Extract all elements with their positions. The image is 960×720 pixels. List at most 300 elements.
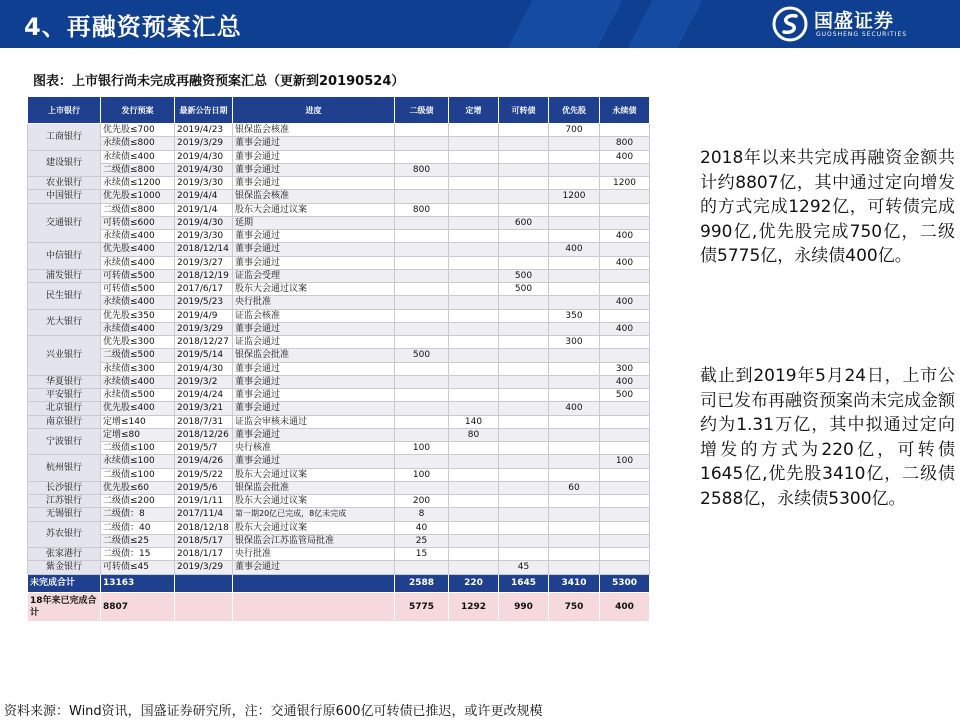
table-row bbox=[28, 402, 650, 415]
bank-name-cell: 浦发银行 bbox=[28, 269, 101, 282]
preferred-cell bbox=[549, 230, 600, 243]
date-cell: 2018/1/17 bbox=[175, 548, 233, 561]
private-placement-cell bbox=[449, 495, 499, 508]
empty-cell bbox=[175, 592, 233, 621]
table-row bbox=[28, 309, 650, 322]
perpetual-cell bbox=[600, 243, 650, 256]
bank-name-cell: 华夏银行 bbox=[28, 375, 101, 388]
plan-cell: 优先股≤700 bbox=[101, 124, 175, 137]
preferred-cell: 60 bbox=[549, 481, 600, 494]
date-cell: 2019/4/23 bbox=[175, 124, 233, 137]
convertible-cell bbox=[499, 163, 549, 176]
private-placement-cell bbox=[449, 296, 499, 309]
total-preferred: 750 bbox=[549, 592, 600, 621]
perpetual-cell bbox=[600, 415, 650, 428]
preferred-cell bbox=[549, 389, 600, 402]
sub-debt-cell bbox=[395, 428, 449, 441]
date-cell: 2017/6/17 bbox=[175, 283, 233, 296]
table-row bbox=[28, 216, 650, 229]
convertible-cell bbox=[499, 256, 549, 269]
convertible-cell bbox=[499, 534, 549, 547]
perpetual-cell: 800 bbox=[600, 137, 650, 150]
date-cell: 2019/4/26 bbox=[175, 455, 233, 468]
preferred-cell bbox=[549, 375, 600, 388]
brand-logo bbox=[772, 6, 952, 42]
plan-cell: 二级债：40 bbox=[101, 521, 175, 534]
date-cell: 2019/4/30 bbox=[175, 216, 233, 229]
table-row bbox=[28, 495, 650, 508]
table-row bbox=[28, 415, 650, 428]
plan-cell: 二级债≤100 bbox=[101, 442, 175, 455]
progress-cell: 银保监会核准 bbox=[233, 124, 395, 137]
total-amount: 13163 bbox=[101, 574, 175, 592]
plan-cell: 可转债≤45 bbox=[101, 561, 175, 574]
sub-debt-cell bbox=[395, 455, 449, 468]
progress-cell: 股东大会通过议案 bbox=[233, 521, 395, 534]
sub-debt-cell bbox=[395, 243, 449, 256]
sub-debt-cell bbox=[395, 177, 449, 190]
convertible-cell bbox=[499, 177, 549, 190]
date-cell: 2019/4/30 bbox=[175, 163, 233, 176]
sub-debt-cell: 15 bbox=[395, 548, 449, 561]
sub-debt-cell bbox=[395, 481, 449, 494]
private-placement-cell bbox=[449, 243, 499, 256]
convertible-cell bbox=[499, 481, 549, 494]
perpetual-cell bbox=[600, 124, 650, 137]
bank-name-cell: 民生银行 bbox=[28, 283, 101, 310]
convertible-cell bbox=[499, 150, 549, 163]
total-convertible: 1645 bbox=[499, 574, 549, 592]
sub-debt-cell: 40 bbox=[395, 521, 449, 534]
plan-cell: 定增≤140 bbox=[101, 415, 175, 428]
col-header-private-placement: 定增 bbox=[449, 97, 499, 124]
preferred-cell: 1200 bbox=[549, 190, 600, 203]
sub-debt-cell bbox=[395, 309, 449, 322]
summary-paragraph-pending: 截止到2019年5月24日，上市公司已发布再融资预案尚未完成金额约为1.31万亿，其中拟通过定向增发的方式为220亿，可转债1645亿,优先股3410亿，二级债2588亿，永续债5300亿。 bbox=[700, 366, 955, 509]
preferred-cell bbox=[549, 163, 600, 176]
perpetual-cell: 100 bbox=[600, 455, 650, 468]
date-cell: 2019/4/9 bbox=[175, 309, 233, 322]
preferred-cell bbox=[549, 508, 600, 521]
convertible-cell bbox=[499, 389, 549, 402]
date-cell: 2019/3/29 bbox=[175, 322, 233, 335]
preferred-cell bbox=[549, 349, 600, 362]
private-placement-cell bbox=[449, 455, 499, 468]
table-row bbox=[28, 561, 650, 574]
sub-debt-cell: 100 bbox=[395, 468, 449, 481]
date-cell: 2019/5/14 bbox=[175, 349, 233, 362]
perpetual-cell: 400 bbox=[600, 322, 650, 335]
sub-debt-cell bbox=[395, 375, 449, 388]
progress-cell: 银保监会核准 bbox=[233, 190, 395, 203]
col-header-plan: 发行预案 bbox=[101, 97, 175, 124]
convertible-cell bbox=[499, 495, 549, 508]
sub-debt-cell: 500 bbox=[395, 349, 449, 362]
plan-cell: 二级债≤500 bbox=[101, 349, 175, 362]
bank-name-cell: 宁波银行 bbox=[28, 428, 101, 455]
table-row bbox=[28, 349, 650, 362]
private-placement-cell bbox=[449, 309, 499, 322]
private-placement-cell bbox=[449, 468, 499, 481]
plan-cell: 二级债≤25 bbox=[101, 534, 175, 547]
plan-cell: 二级债：8 bbox=[101, 508, 175, 521]
perpetual-cell bbox=[600, 495, 650, 508]
bank-name-cell: 农业银行 bbox=[28, 177, 101, 190]
plan-cell: 优先股≤400 bbox=[101, 243, 175, 256]
plan-cell: 永续债≤400 bbox=[101, 296, 175, 309]
sub-debt-cell bbox=[395, 190, 449, 203]
perpetual-cell bbox=[600, 534, 650, 547]
date-cell: 2018/12/19 bbox=[175, 269, 233, 282]
progress-cell: 银保监会江苏监管局批准 bbox=[233, 534, 395, 547]
table-row bbox=[28, 508, 650, 521]
table-row bbox=[28, 243, 650, 256]
date-cell: 2019/3/30 bbox=[175, 230, 233, 243]
bank-name-cell: 工商银行 bbox=[28, 124, 101, 151]
progress-cell: 董事会通过 bbox=[233, 428, 395, 441]
table-row bbox=[28, 137, 650, 150]
date-cell: 2019/5/23 bbox=[175, 296, 233, 309]
perpetual-cell bbox=[600, 442, 650, 455]
refinancing-table bbox=[27, 96, 650, 622]
progress-cell: 董事会通过 bbox=[233, 243, 395, 256]
plan-cell: 永续债≤400 bbox=[101, 375, 175, 388]
perpetual-cell: 400 bbox=[600, 296, 650, 309]
preferred-cell bbox=[549, 442, 600, 455]
private-placement-cell bbox=[449, 402, 499, 415]
plan-cell: 二级债≤800 bbox=[101, 163, 175, 176]
private-placement-cell bbox=[449, 548, 499, 561]
sub-debt-cell bbox=[395, 216, 449, 229]
progress-cell: 证监会受理 bbox=[233, 269, 395, 282]
total-private-placement: 1292 bbox=[449, 592, 499, 621]
progress-cell: 股东大会通过议案 bbox=[233, 468, 395, 481]
convertible-cell bbox=[499, 137, 549, 150]
perpetual-cell: 500 bbox=[600, 389, 650, 402]
date-cell: 2019/4/24 bbox=[175, 389, 233, 402]
private-placement-cell bbox=[449, 150, 499, 163]
perpetual-cell: 400 bbox=[600, 375, 650, 388]
progress-cell: 银保监会批准 bbox=[233, 481, 395, 494]
date-cell: 2019/3/29 bbox=[175, 137, 233, 150]
sub-debt-cell bbox=[395, 256, 449, 269]
plan-cell: 永续债≤400 bbox=[101, 256, 175, 269]
table-header-row bbox=[28, 97, 650, 124]
preferred-cell bbox=[549, 362, 600, 375]
private-placement-cell bbox=[449, 124, 499, 137]
progress-cell: 银保监会批准 bbox=[233, 349, 395, 362]
progress-cell: 董事会通过 bbox=[233, 150, 395, 163]
table-row bbox=[28, 428, 650, 441]
progress-cell: 董事会通过 bbox=[233, 561, 395, 574]
table-row bbox=[28, 177, 650, 190]
private-placement-cell bbox=[449, 256, 499, 269]
date-cell: 2019/5/22 bbox=[175, 468, 233, 481]
sub-debt-cell: 800 bbox=[395, 163, 449, 176]
plan-cell: 永续债≤500 bbox=[101, 389, 175, 402]
perpetual-cell bbox=[600, 349, 650, 362]
convertible-cell: 500 bbox=[499, 283, 549, 296]
preferred-cell: 400 bbox=[549, 243, 600, 256]
perpetual-cell bbox=[600, 203, 650, 216]
sub-debt-cell bbox=[395, 322, 449, 335]
plan-cell: 二级债≤200 bbox=[101, 495, 175, 508]
date-cell: 2019/3/21 bbox=[175, 402, 233, 415]
sub-debt-cell bbox=[395, 137, 449, 150]
table-row bbox=[28, 163, 650, 176]
private-placement-cell bbox=[449, 230, 499, 243]
convertible-cell bbox=[499, 415, 549, 428]
sub-debt-cell bbox=[395, 283, 449, 296]
progress-cell: 董事会通过 bbox=[233, 402, 395, 415]
preferred-cell bbox=[549, 283, 600, 296]
header-stripe bbox=[507, 0, 623, 48]
plan-cell: 永续债≤800 bbox=[101, 137, 175, 150]
header-stripe bbox=[627, 0, 703, 48]
brand-name: 国盛证券 bbox=[814, 10, 895, 32]
table-row bbox=[28, 190, 650, 203]
col-header-sub-debt: 二级债 bbox=[395, 97, 449, 124]
progress-cell: 股东大会通过议案 bbox=[233, 495, 395, 508]
refinancing-table-container bbox=[27, 96, 649, 622]
sub-debt-cell: 8 bbox=[395, 508, 449, 521]
progress-cell: 央行批准 bbox=[233, 548, 395, 561]
plan-cell: 永续债≤400 bbox=[101, 230, 175, 243]
bank-name-cell: 中信银行 bbox=[28, 243, 101, 270]
private-placement-cell bbox=[449, 389, 499, 402]
total-preferred: 3410 bbox=[549, 574, 600, 592]
plan-cell: 永续债≤100 bbox=[101, 455, 175, 468]
table-row bbox=[28, 203, 650, 216]
date-cell: 2019/3/27 bbox=[175, 256, 233, 269]
col-header-convertible: 可转债 bbox=[499, 97, 549, 124]
plan-cell: 优先股≤60 bbox=[101, 481, 175, 494]
date-cell: 2018/7/31 bbox=[175, 415, 233, 428]
private-placement-cell bbox=[449, 508, 499, 521]
total-perpetual: 400 bbox=[600, 592, 650, 621]
table-row bbox=[28, 322, 650, 335]
progress-cell: 董事会通过 bbox=[233, 455, 395, 468]
preferred-cell: 350 bbox=[549, 309, 600, 322]
table-row bbox=[28, 283, 650, 296]
convertible-cell bbox=[499, 428, 549, 441]
perpetual-cell: 400 bbox=[600, 230, 650, 243]
preferred-cell: 400 bbox=[549, 402, 600, 415]
brand-name-en: GUOSHENG SECURITIES bbox=[816, 31, 908, 38]
progress-cell: 董事会通过 bbox=[233, 322, 395, 335]
convertible-cell bbox=[499, 375, 549, 388]
sub-debt-cell bbox=[395, 150, 449, 163]
preferred-cell bbox=[549, 203, 600, 216]
progress-cell: 央行批准 bbox=[233, 296, 395, 309]
progress-cell: 证监会审核未通过 bbox=[233, 415, 395, 428]
table-row bbox=[28, 362, 650, 375]
table-row bbox=[28, 296, 650, 309]
sub-debt-cell bbox=[395, 124, 449, 137]
plan-cell: 可转债≤500 bbox=[101, 269, 175, 282]
private-placement-cell bbox=[449, 349, 499, 362]
col-header-bank: 上市银行 bbox=[28, 97, 101, 124]
perpetual-cell bbox=[600, 561, 650, 574]
convertible-cell bbox=[499, 455, 549, 468]
perpetual-cell: 300 bbox=[600, 362, 650, 375]
perpetual-cell bbox=[600, 508, 650, 521]
convertible-cell bbox=[499, 230, 549, 243]
preferred-cell: 300 bbox=[549, 336, 600, 349]
progress-cell: 第一期20亿已完成，8亿未完成 bbox=[233, 508, 395, 521]
bank-name-cell: 江苏银行 bbox=[28, 495, 101, 508]
total-unfinished-row bbox=[28, 574, 650, 592]
preferred-cell bbox=[549, 468, 600, 481]
convertible-cell bbox=[499, 548, 549, 561]
convertible-cell bbox=[499, 336, 549, 349]
table-row bbox=[28, 455, 650, 468]
convertible-cell bbox=[499, 190, 549, 203]
preferred-cell bbox=[549, 495, 600, 508]
perpetual-cell bbox=[600, 269, 650, 282]
date-cell: 2019/5/6 bbox=[175, 481, 233, 494]
total-convertible: 990 bbox=[499, 592, 549, 621]
private-placement-cell bbox=[449, 283, 499, 296]
sub-debt-cell bbox=[395, 389, 449, 402]
total-sub-debt: 5775 bbox=[395, 592, 449, 621]
plan-cell: 定增≤80 bbox=[101, 428, 175, 441]
bank-name-cell: 北京银行 bbox=[28, 402, 101, 415]
empty-cell bbox=[175, 574, 233, 592]
col-header-perpetual: 永续债 bbox=[600, 97, 650, 124]
bank-name-cell: 光大银行 bbox=[28, 309, 101, 336]
private-placement-cell bbox=[449, 203, 499, 216]
table-row bbox=[28, 256, 650, 269]
perpetual-cell bbox=[600, 468, 650, 481]
sub-debt-cell: 200 bbox=[395, 495, 449, 508]
plan-cell: 二级债：15 bbox=[101, 548, 175, 561]
private-placement-cell bbox=[449, 442, 499, 455]
date-cell: 2018/5/17 bbox=[175, 534, 233, 547]
progress-cell: 董事会通过 bbox=[233, 389, 395, 402]
preferred-cell bbox=[549, 256, 600, 269]
plan-cell: 永续债≤300 bbox=[101, 362, 175, 375]
preferred-cell bbox=[549, 428, 600, 441]
convertible-cell bbox=[499, 508, 549, 521]
plan-cell: 优先股≤1000 bbox=[101, 190, 175, 203]
bank-name-cell: 中国银行 bbox=[28, 190, 101, 203]
convertible-cell bbox=[499, 362, 549, 375]
perpetual-cell bbox=[600, 402, 650, 415]
preferred-cell bbox=[549, 137, 600, 150]
plan-cell: 二级债≤100 bbox=[101, 468, 175, 481]
plan-cell: 永续债≤1200 bbox=[101, 177, 175, 190]
preferred-cell bbox=[549, 216, 600, 229]
preferred-cell bbox=[549, 534, 600, 547]
convertible-cell bbox=[499, 322, 549, 335]
table-row bbox=[28, 548, 650, 561]
summary-paragraph-completed: 2018年以来共完成再融资金额共计约8807亿，其中通过定向增发的方式完成1292亿，可转债完成990亿,优先股完成750亿，二级债5775亿，永续债400亿。 bbox=[700, 148, 955, 266]
perpetual-cell bbox=[600, 481, 650, 494]
progress-cell: 董事会通过 bbox=[233, 362, 395, 375]
private-placement-cell bbox=[449, 375, 499, 388]
date-cell: 2019/3/29 bbox=[175, 561, 233, 574]
bank-name-cell: 紫金银行 bbox=[28, 561, 101, 574]
total-amount: 8807 bbox=[101, 592, 175, 621]
table-row bbox=[28, 481, 650, 494]
sub-debt-cell bbox=[395, 296, 449, 309]
preferred-cell bbox=[549, 177, 600, 190]
progress-cell: 股东大会通过议案 bbox=[233, 283, 395, 296]
table-row bbox=[28, 336, 650, 349]
preferred-cell bbox=[549, 561, 600, 574]
perpetual-cell bbox=[600, 548, 650, 561]
perpetual-cell bbox=[600, 163, 650, 176]
sub-debt-cell: 25 bbox=[395, 534, 449, 547]
preferred-cell bbox=[549, 296, 600, 309]
convertible-cell bbox=[499, 309, 549, 322]
private-placement-cell bbox=[449, 534, 499, 547]
convertible-cell bbox=[499, 349, 549, 362]
date-cell: 2019/4/30 bbox=[175, 362, 233, 375]
date-cell: 2019/1/11 bbox=[175, 495, 233, 508]
figure-caption: 图表：上市银行尚未完成再融资预案汇总（更新到20190524） bbox=[33, 74, 405, 89]
bank-name-cell: 交通银行 bbox=[28, 203, 101, 243]
header-bar bbox=[0, 0, 960, 48]
sub-debt-cell bbox=[395, 362, 449, 375]
preferred-cell bbox=[549, 548, 600, 561]
perpetual-cell bbox=[600, 336, 650, 349]
bank-name-cell: 南京银行 bbox=[28, 415, 101, 428]
page-title: 4、再融资预案汇总 bbox=[24, 13, 242, 41]
private-placement-cell bbox=[449, 322, 499, 335]
date-cell: 2018/12/27 bbox=[175, 336, 233, 349]
sub-debt-cell: 100 bbox=[395, 442, 449, 455]
empty-cell bbox=[233, 574, 395, 592]
progress-cell: 董事会通过 bbox=[233, 137, 395, 150]
convertible-cell: 600 bbox=[499, 216, 549, 229]
sub-debt-cell bbox=[395, 415, 449, 428]
total-label: 未完成合计 bbox=[28, 574, 101, 592]
col-header-date: 最新公告日期 bbox=[175, 97, 233, 124]
perpetual-cell bbox=[600, 283, 650, 296]
private-placement-cell bbox=[449, 362, 499, 375]
progress-cell: 董事会通过 bbox=[233, 163, 395, 176]
sub-debt-cell bbox=[395, 336, 449, 349]
private-placement-cell bbox=[449, 269, 499, 282]
plan-cell: 优先股≤350 bbox=[101, 309, 175, 322]
progress-cell: 董事会通过 bbox=[233, 230, 395, 243]
progress-cell: 证监会通过 bbox=[233, 336, 395, 349]
preferred-cell bbox=[549, 415, 600, 428]
convertible-cell bbox=[499, 521, 549, 534]
perpetual-cell bbox=[600, 521, 650, 534]
bank-name-cell: 长沙银行 bbox=[28, 481, 101, 494]
convertible-cell bbox=[499, 402, 549, 415]
private-placement-cell: 80 bbox=[449, 428, 499, 441]
plan-cell: 优先股≤300 bbox=[101, 336, 175, 349]
convertible-cell bbox=[499, 468, 549, 481]
table-row bbox=[28, 389, 650, 402]
perpetual-cell: 400 bbox=[600, 256, 650, 269]
private-placement-cell bbox=[449, 190, 499, 203]
sub-debt-cell: 800 bbox=[395, 203, 449, 216]
convertible-cell bbox=[499, 296, 549, 309]
progress-cell: 股东大会通过议案 bbox=[233, 203, 395, 216]
preferred-cell bbox=[549, 269, 600, 282]
perpetual-cell bbox=[600, 190, 650, 203]
date-cell: 2019/4/4 bbox=[175, 190, 233, 203]
table-row bbox=[28, 442, 650, 455]
convertible-cell bbox=[499, 203, 549, 216]
total-completed-row bbox=[28, 592, 650, 621]
empty-cell bbox=[233, 592, 395, 621]
